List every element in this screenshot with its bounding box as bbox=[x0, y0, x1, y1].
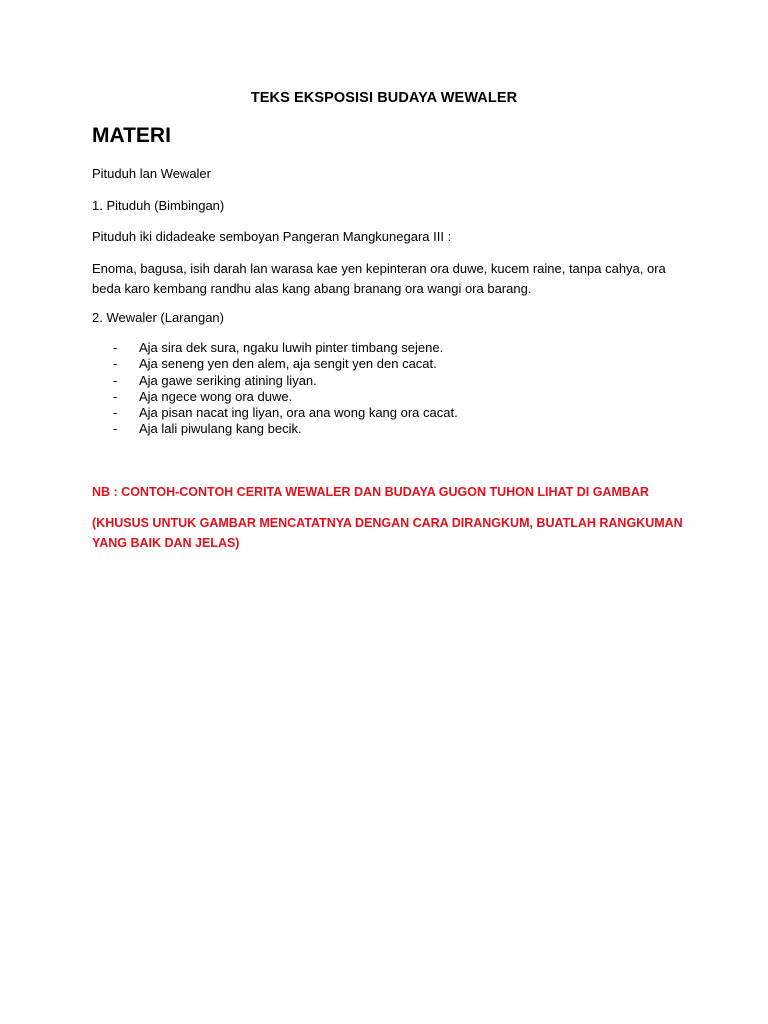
section-2-title: 2. Wewaler (Larangan) bbox=[92, 310, 224, 325]
list-item-text: Aja sira dek sura, ngaku luwih pinter timbang sejene. bbox=[139, 340, 444, 355]
list-item bbox=[113, 421, 458, 437]
summary-instruction-note bbox=[92, 513, 683, 553]
semboyan-quote bbox=[92, 259, 666, 299]
semboyan-line-1: Enoma, bagusa, isih darah lan warasa kae yen kepinteran ora duwe, kucem raine, tanpa cahya, ora bbox=[92, 261, 666, 276]
larangan-list bbox=[113, 340, 458, 438]
list-item-text: Aja lali piwulang kang becik. bbox=[139, 421, 302, 437]
list-item bbox=[113, 389, 458, 405]
note-line-1: (KHUSUS UNTUK GAMBAR MENCATATNYA DENGAN CARA DIRANGKUM, BUATLAH RANGKUMAN bbox=[92, 516, 683, 530]
list-item bbox=[113, 373, 458, 389]
list-bullet: - bbox=[113, 356, 118, 372]
intro-text: Pituduh lan Wewaler bbox=[92, 166, 211, 181]
list-item bbox=[113, 340, 458, 356]
nb-note: NB : CONTOH-CONTOH CERITA WEWALER DAN BUDAYA GUGON TUHON LIHAT DI GAMBAR bbox=[92, 485, 649, 499]
section-heading-materi: MATERI bbox=[92, 124, 171, 147]
list-bullet: - bbox=[113, 405, 118, 421]
semboyan-intro-text: Pituduh iki didadeake semboyan Pangeran Mangkunegara III : bbox=[92, 229, 452, 244]
list-bullet: - bbox=[113, 388, 118, 404]
list-item bbox=[113, 405, 458, 421]
list-item-text: Aja pisan nacat ing liyan, ora ana wong kang ora cacat. bbox=[139, 405, 458, 421]
list-item bbox=[113, 356, 458, 372]
section-1-title: 1. Pituduh (Bimbingan) bbox=[92, 198, 225, 213]
semboyan-line-2: beda karo kembang randhu alas kang abang branang ora wangi ora barang. bbox=[92, 281, 532, 296]
list-item-text: Aja gawe seriking atining liyan. bbox=[139, 372, 317, 388]
list-item-text: Aja ngece wong ora duwe. bbox=[139, 388, 293, 404]
list-bullet: - bbox=[113, 340, 118, 355]
document-title: TEKS EKSPOSISI BUDAYA WEWALER bbox=[250, 90, 518, 106]
list-bullet: - bbox=[113, 372, 118, 388]
note-line-2: YANG BAIK DAN JELAS) bbox=[92, 536, 240, 550]
list-bullet: - bbox=[113, 421, 118, 437]
list-item-text: Aja seneng yen den alem, aja sengit yen den cacat. bbox=[139, 356, 437, 372]
